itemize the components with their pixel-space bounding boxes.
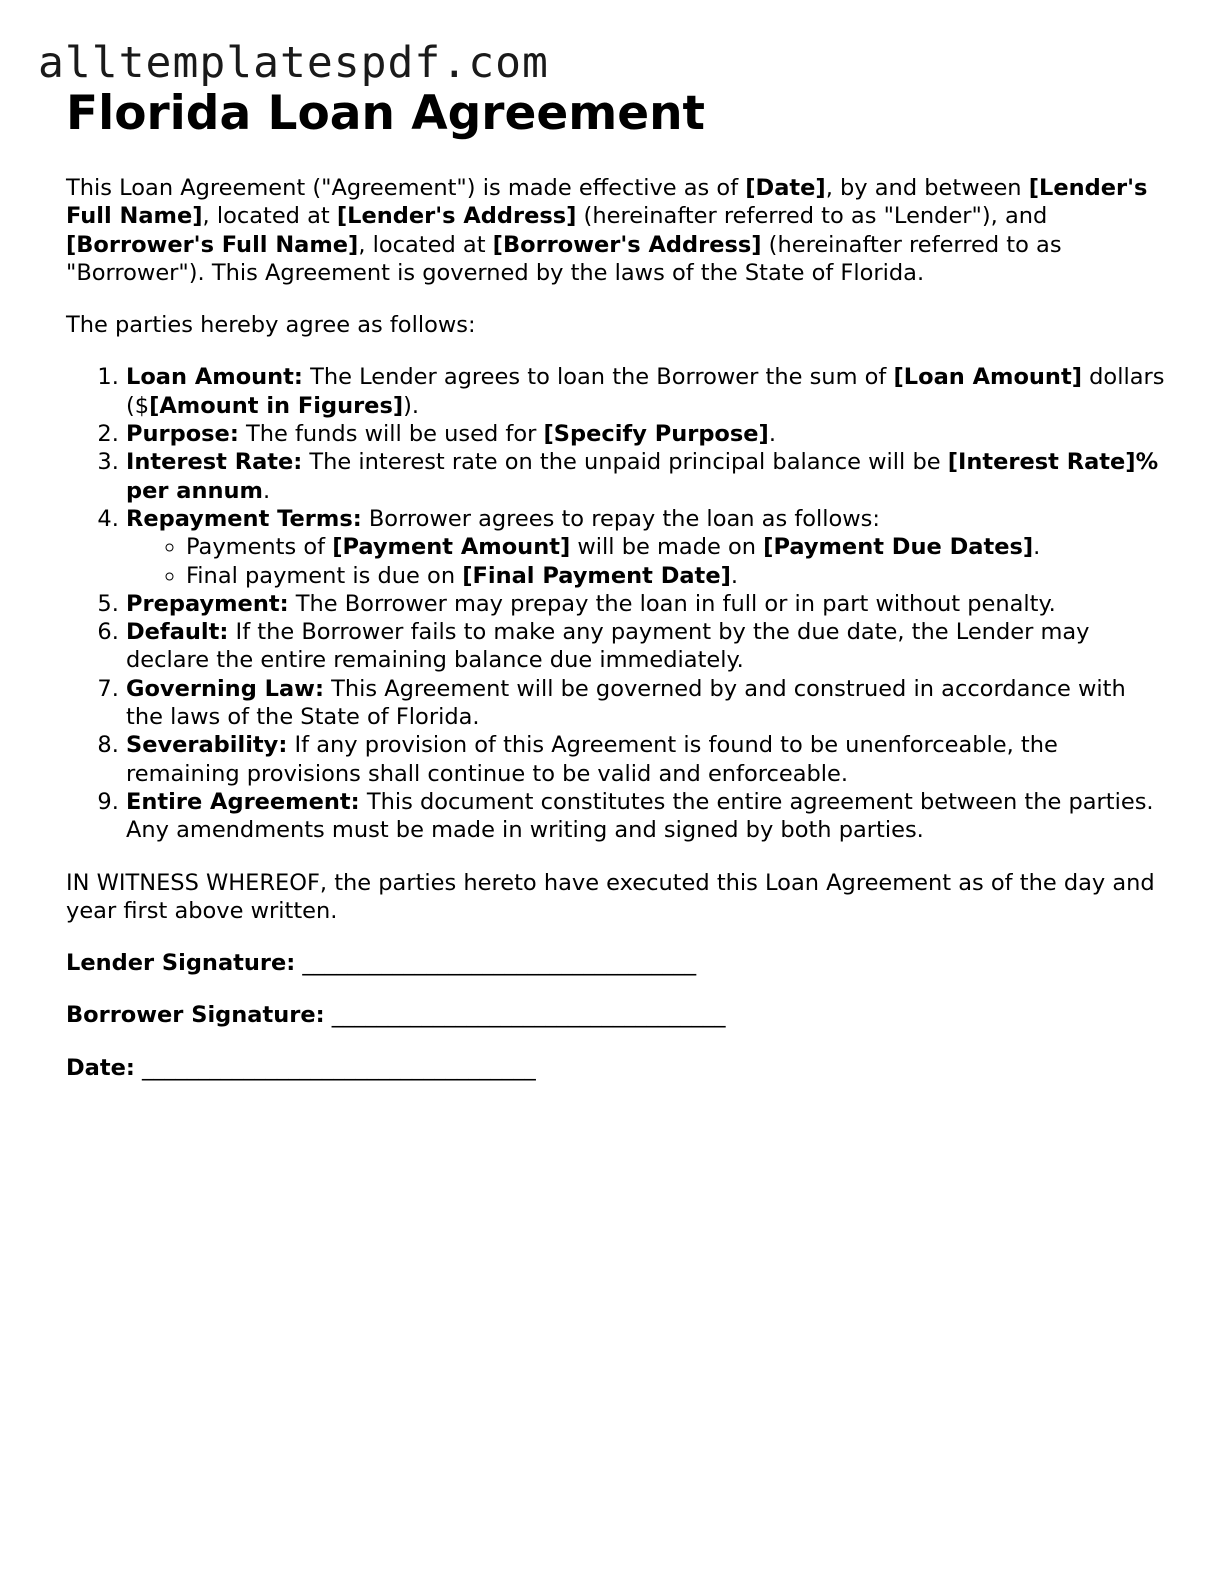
term-governing-law bbox=[126, 675, 1166, 732]
term-loan-amount bbox=[126, 363, 1166, 420]
term-severability bbox=[126, 731, 1166, 788]
term-repayment bbox=[126, 505, 1166, 590]
intro-text-5: , located at bbox=[358, 231, 493, 258]
term-label: Severability: bbox=[126, 732, 288, 759]
placeholder-lender-address: [Lender's Address] bbox=[336, 203, 577, 230]
placeholder-borrower-address: [Borrower's Address] bbox=[492, 231, 762, 258]
term-text: Borrower agrees to repay the loan as follows: bbox=[361, 505, 880, 532]
lender-signature-line[interactable]: ___________________________________ bbox=[295, 950, 697, 977]
term-label: Repayment Terms: bbox=[126, 505, 362, 532]
intro-text-6: (hereinafter referred to as "Borrower"). This Agreement is governed by the laws of the State of Florida. bbox=[66, 231, 1062, 286]
date-label: Date: bbox=[66, 1054, 135, 1081]
term-entire-agreement bbox=[126, 788, 1166, 845]
borrower-signature-field[interactable] bbox=[66, 1001, 1166, 1029]
terms-list bbox=[66, 363, 1166, 844]
lender-signature-label: Lender Signature: bbox=[66, 950, 296, 977]
document-title: Florida Loan Agreement bbox=[66, 86, 706, 141]
agree-paragraph: The parties hereby agree as follows: bbox=[66, 312, 476, 339]
intro-paragraph bbox=[66, 174, 1166, 287]
document-page bbox=[66, 84, 1166, 1082]
term-text: . bbox=[730, 562, 739, 589]
term-default bbox=[126, 618, 1166, 675]
intro-text-3: , located at bbox=[202, 203, 337, 230]
term-text: The interest rate on the unpaid principal balance will be bbox=[302, 449, 948, 476]
term-label: Prepayment: bbox=[126, 590, 289, 617]
term-text: ). bbox=[403, 392, 420, 419]
placeholder-interest-rate: [Interest Rate]% per annum bbox=[126, 449, 1159, 504]
repayment-sublist bbox=[126, 533, 1166, 590]
term-label: Entire Agreement: bbox=[126, 788, 360, 815]
term-text: This Agreement will be governed by and construed in accordance with the laws of the State of Florida. bbox=[126, 675, 1126, 731]
term-text: If the Borrower fails to make any payment by the due date, the Lender may declare the entire remaining balance due immediately. bbox=[126, 619, 1090, 674]
term-label: Interest Rate: bbox=[126, 449, 303, 476]
term-text: Final payment is due on bbox=[186, 562, 463, 589]
term-interest-rate bbox=[126, 448, 1166, 505]
borrower-signature-line[interactable]: ___________________________________ bbox=[324, 1002, 726, 1029]
term-text: . bbox=[1033, 534, 1041, 561]
term-text: . bbox=[768, 421, 776, 448]
date-line[interactable]: ___________________________________ bbox=[134, 1054, 536, 1081]
intro-text-2: , by and between bbox=[825, 175, 1029, 201]
term-text: Payments of bbox=[186, 534, 333, 561]
term-text: The Lender agrees to loan the Borrower the sum of bbox=[302, 364, 894, 391]
repayment-item-final bbox=[186, 562, 1166, 590]
lender-signature-field[interactable] bbox=[66, 949, 1166, 977]
intro-text-4: (hereinafter referred to as "Lender"), and bbox=[576, 203, 1048, 230]
placeholder-amount-figures: [Amount in Figures] bbox=[149, 392, 404, 419]
term-purpose bbox=[126, 420, 1166, 448]
date-field[interactable] bbox=[66, 1054, 1166, 1082]
watermark: alltemplatespdf.com bbox=[38, 38, 549, 88]
term-label: Default: bbox=[126, 619, 229, 646]
placeholder-lender-name: [Lender's Full Name] bbox=[66, 175, 1148, 230]
placeholder-loan-amount: [Loan Amount] bbox=[893, 364, 1082, 391]
term-text: If any provision of this Agreement is found to be unenforceable, the remaining provisions shall continue to be valid and enforceable. bbox=[126, 732, 1058, 787]
term-text: The funds will be used for bbox=[238, 421, 544, 448]
witness-paragraph: IN WITNESS WHEREOF, the parties hereto have executed this Loan Agreement as of the day and year first above written. bbox=[66, 869, 1155, 924]
term-text: dollars ($ bbox=[126, 364, 1165, 419]
term-text: will be made on bbox=[570, 534, 764, 561]
placeholder-payment-due-dates: [Payment Due Dates] bbox=[763, 534, 1034, 561]
term-text: The Borrower may prepay the loan in full or in part without penalty. bbox=[288, 590, 1056, 617]
repayment-item-payments bbox=[186, 533, 1166, 561]
placeholder-borrower-name: [Borrower's Full Name] bbox=[66, 231, 359, 258]
placeholder-payment-amount: [Payment Amount] bbox=[332, 534, 571, 561]
term-prepayment bbox=[126, 590, 1166, 618]
term-text: . bbox=[262, 477, 271, 504]
placeholder-final-payment-date: [Final Payment Date] bbox=[462, 562, 731, 589]
placeholder-purpose: [Specify Purpose] bbox=[543, 421, 769, 448]
intro-text-1: This Loan Agreement ("Agreement") is made effective as of bbox=[66, 175, 746, 201]
term-label: Loan Amount: bbox=[126, 364, 303, 391]
term-label: Purpose: bbox=[126, 421, 239, 448]
borrower-signature-label: Borrower Signature: bbox=[66, 1002, 325, 1029]
term-text: This document constitutes the entire agreement between the parties. Any amendments must be made in writing and signed by both parties. bbox=[126, 788, 1154, 844]
placeholder-date: [Date] bbox=[745, 175, 826, 201]
term-label: Governing Law: bbox=[126, 675, 324, 702]
